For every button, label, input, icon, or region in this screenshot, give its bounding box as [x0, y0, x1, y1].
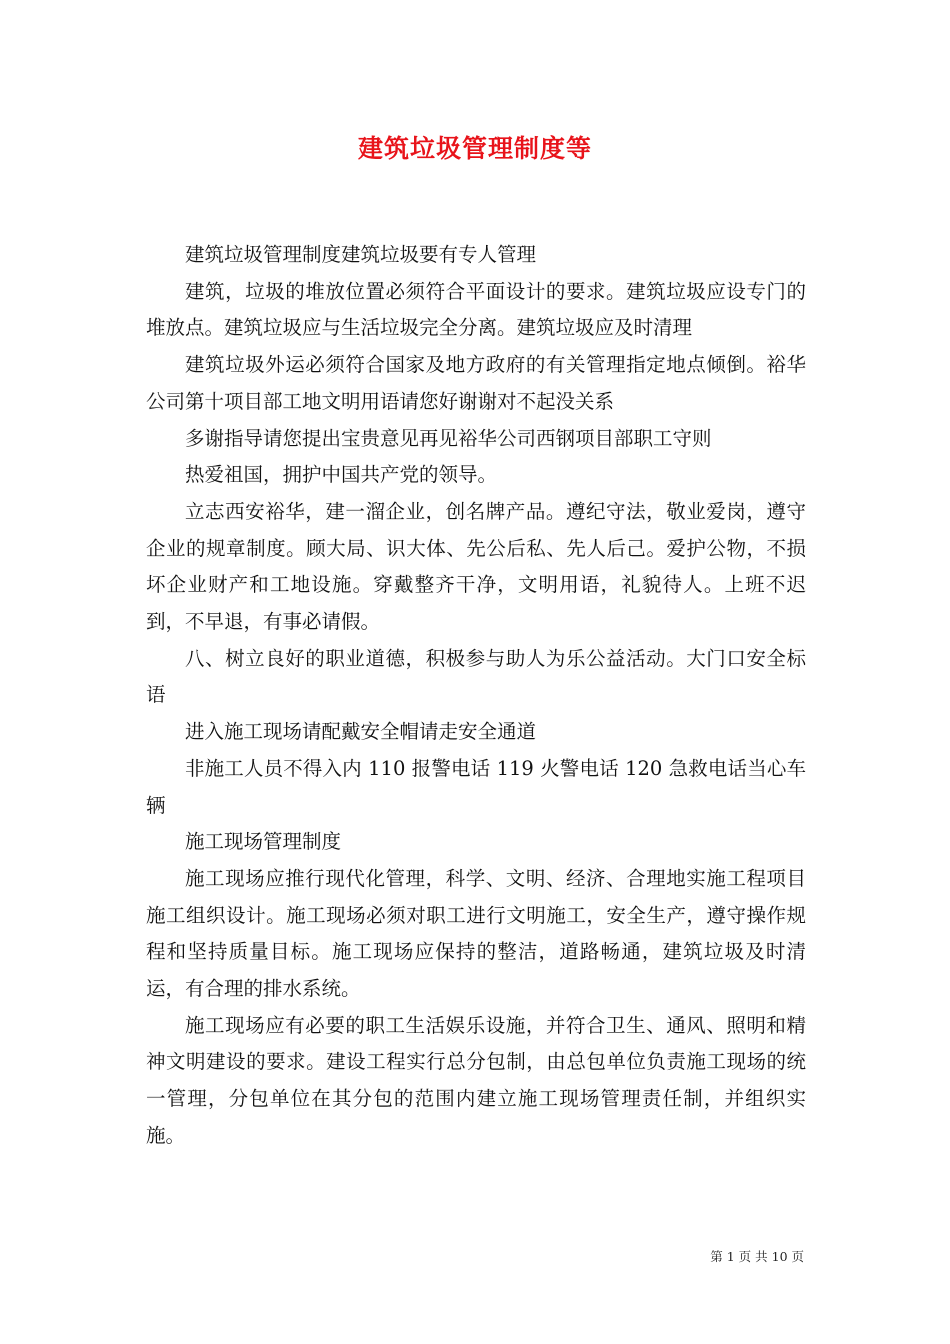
paragraph-9: 非施工人员不得入内 110 报警电话 119 火警电话 120 急救电话当心车辆	[146, 756, 806, 817]
paragraph-7: 八、树立良好的职业道德，积极参与助人为乐公益活动。大门口安全标语	[146, 646, 806, 707]
paragraph-11: 施工现场应推行现代化管理，科学、文明、经济、合理地实施工程项目施工组织设计。施工现场必须对职工进行文明施工，安全生产，遵守操作规程和坚持质量目标。施工现场应保持的整洁，道路畅通，建筑垃圾及时清运，有合理的排水系统。	[146, 866, 806, 1001]
paragraph-6: 立志西安裕华，建一溜企业，创名牌产品。遵纪守法，敬业爱岗，遵守企业的规章制度。顾大局、识大体、先公后私、先人后己。爱护公物，不损坏企业财产和工地设施。穿戴整齐干净，文明用语，礼貌待人。上班不迟到，不早退，有事必请假。	[146, 499, 806, 634]
paragraph-2: 建筑，垃圾的堆放位置必须符合平面设计的要求。建筑垃圾应设专门的堆放点。建筑垃圾应与生活垃圾完全分离。建筑垃圾应及时清理	[146, 279, 806, 340]
document-title: 建筑垃圾管理制度等	[357, 134, 592, 163]
paragraph-1: 建筑垃圾管理制度建筑垃圾要有专人管理	[185, 243, 537, 266]
paragraph-12: 施工现场应有必要的职工生活娱乐设施，并符合卫生、通风、照明和精神文明建设的要求。建设工程实行总分包制，由总包单位负责施工现场的统一管理，分包单位在其分包的范围内建立施工现场管理责任制，并组织实施。	[146, 1013, 806, 1147]
paragraph-10: 施工现场管理制度	[185, 830, 342, 854]
document-body	[146, 237, 806, 1155]
paragraph-5: 热爱祖国，拥护中国共产党的领导。	[185, 463, 498, 487]
paragraph-4: 多谢指导请您提出宝贵意见再见裕华公司西钢项目部职工守则	[185, 426, 712, 450]
paragraph-3: 建筑垃圾外运必须符合国家及地方政府的有关管理指定地点倾倒。裕华公司第十项目部工地文明用语请您好谢谢对不起没关系	[146, 353, 806, 413]
page-number-footer: 第 1 页 共 10 页	[710, 1249, 804, 1264]
paragraph-8: 进入施工现场请配戴安全帽请走安全通道	[185, 720, 537, 744]
